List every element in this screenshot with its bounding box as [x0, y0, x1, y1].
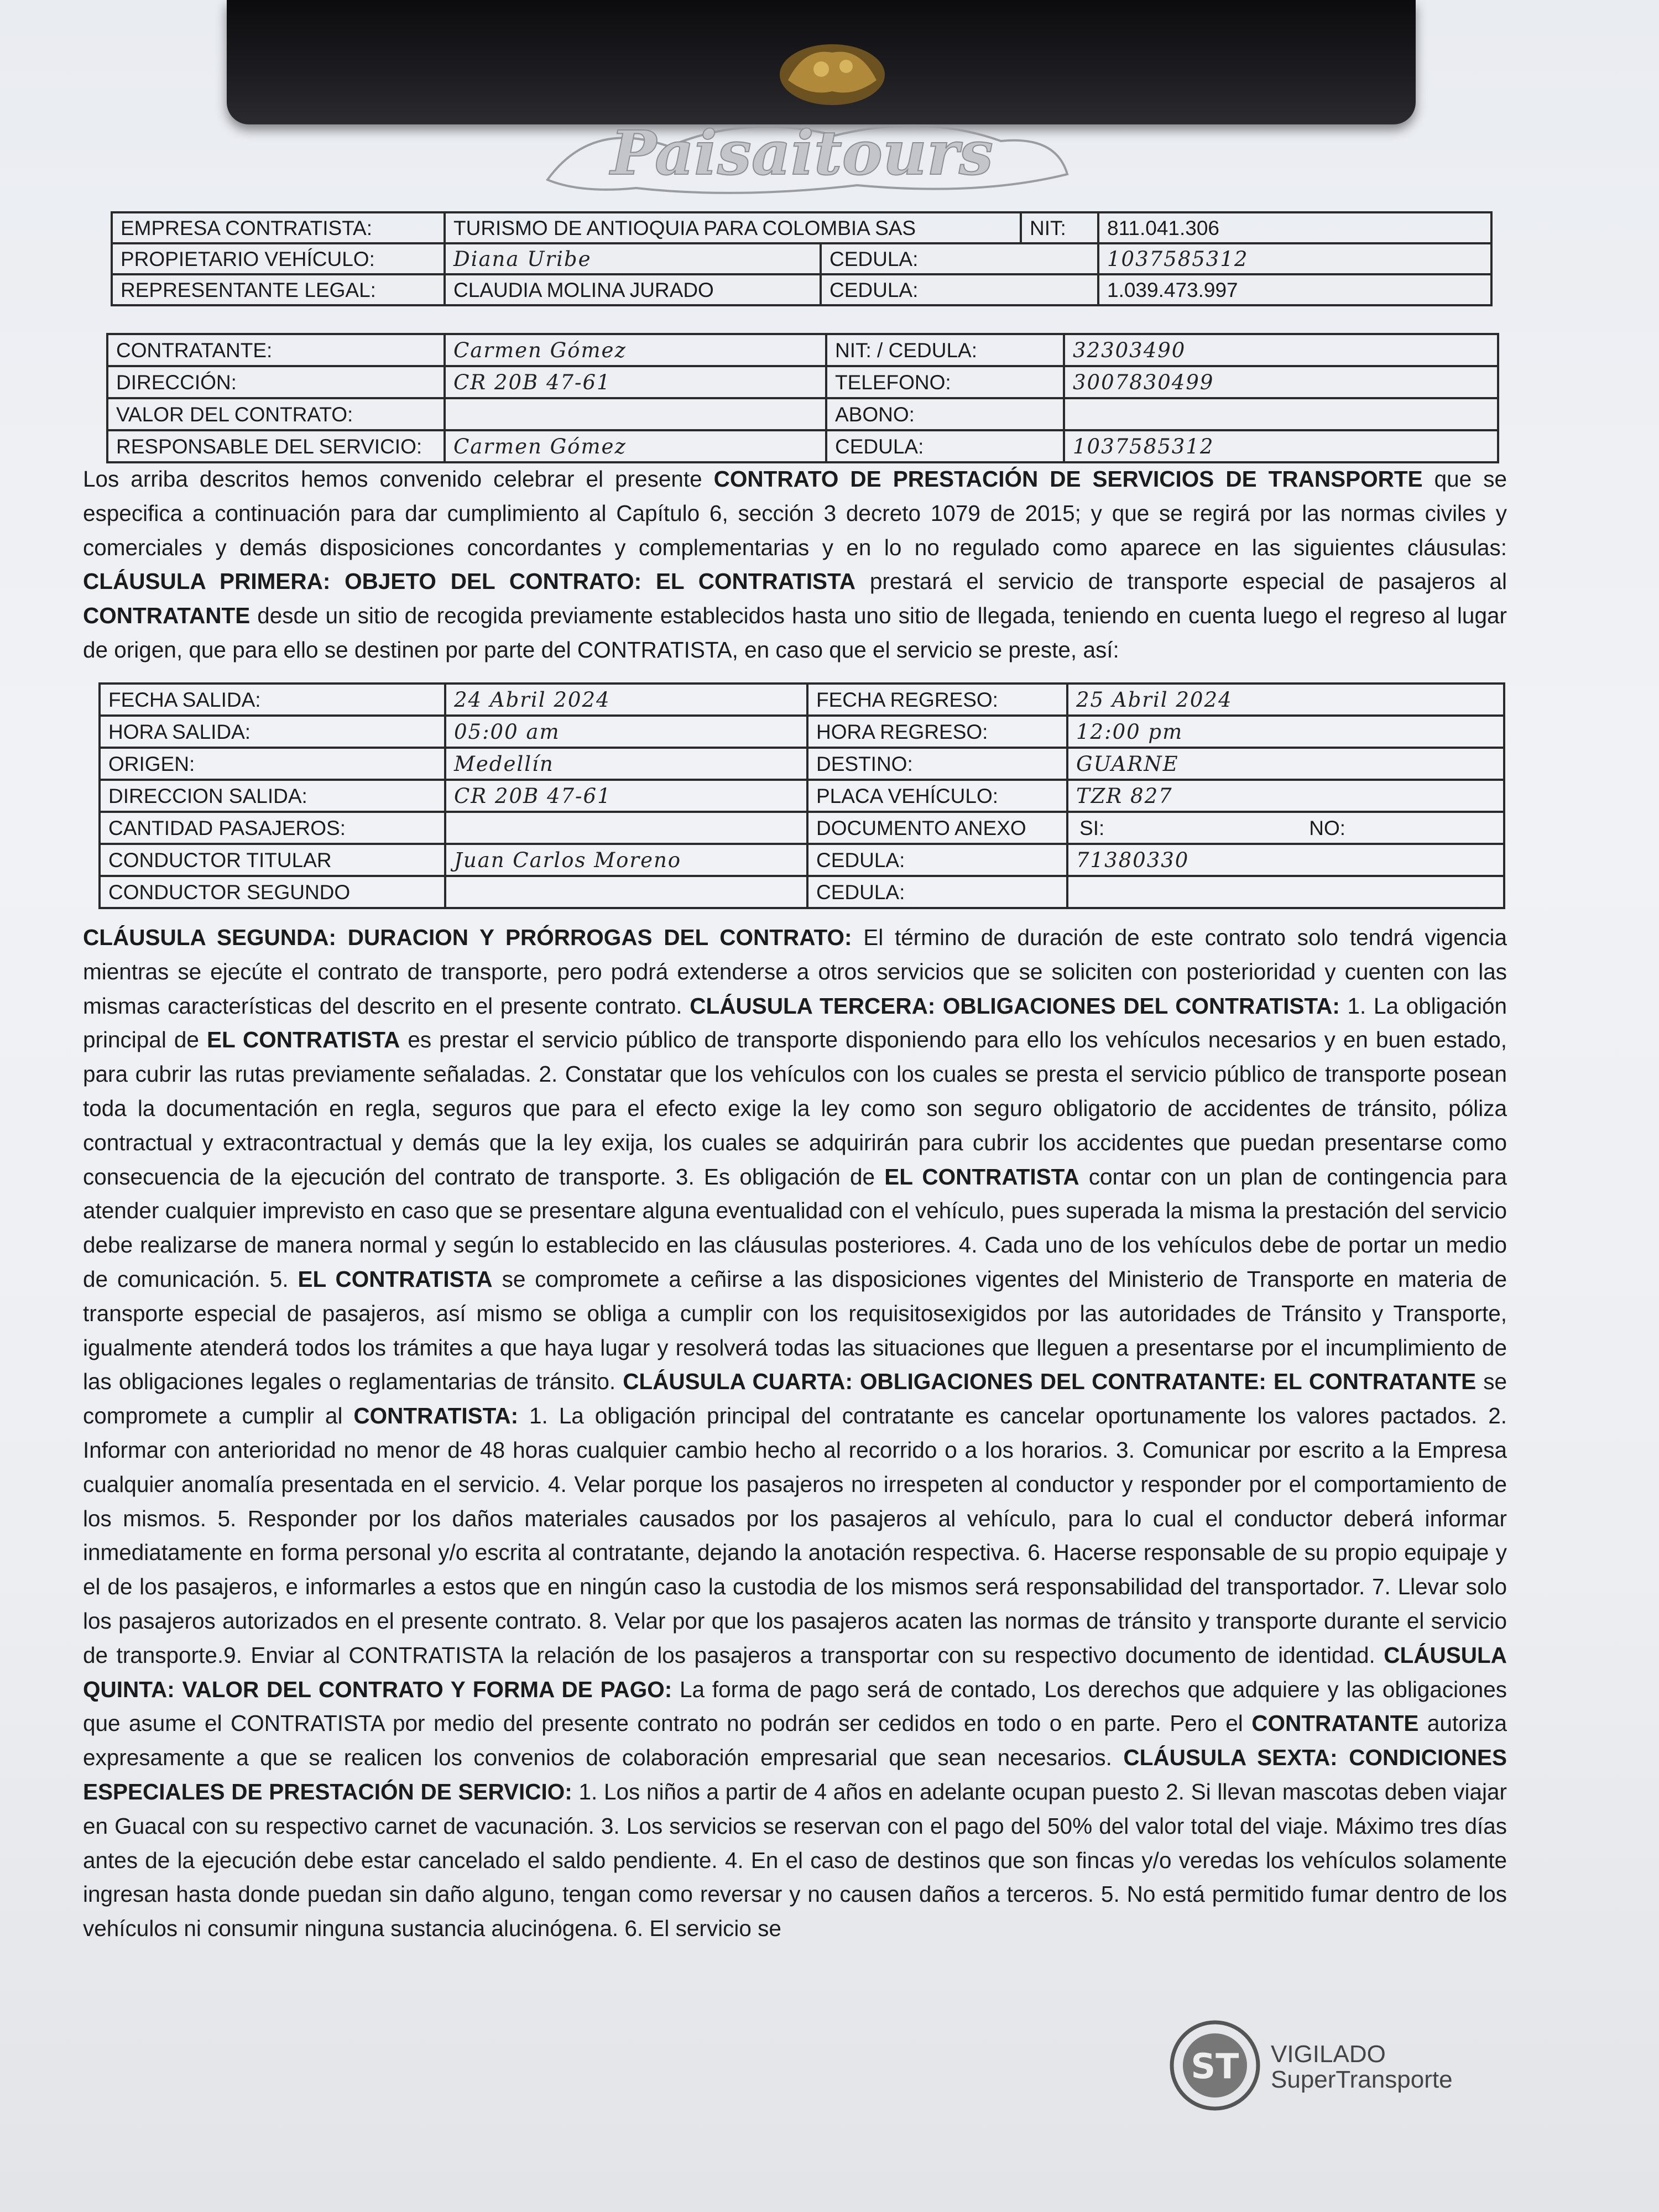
- nit-value: 811.041.306: [1098, 212, 1491, 243]
- client-id-label: NIT: / CEDULA:: [826, 334, 1064, 366]
- return-time-label: HORA REGRESO:: [807, 716, 1067, 748]
- vigilado-line2: SuperTransporte: [1271, 2066, 1453, 2093]
- gold-emblem-icon: [771, 30, 893, 113]
- table-row: [107, 398, 1498, 430]
- vigilado-label: [1271, 2042, 1453, 2093]
- service-responsible-value: Carmen Gómez: [445, 430, 826, 462]
- departure-address-value: CR 20B 47-61: [445, 780, 807, 812]
- origin-value: Medellín: [445, 748, 807, 780]
- table-row: [112, 274, 1491, 305]
- vehicle-plate-value: TZR 827: [1067, 780, 1504, 812]
- responsible-id-value: 1037585312: [1064, 430, 1498, 462]
- annex-no-option: NO:: [1309, 816, 1346, 839]
- legal-rep-label: REPRESENTANTE LEGAL:: [112, 274, 445, 305]
- origin-label: ORIGEN:: [100, 748, 445, 780]
- second-driver-id-label: CEDULA:: [807, 876, 1067, 908]
- table-row: [107, 366, 1498, 398]
- responsible-id-label: CEDULA:: [826, 430, 1064, 462]
- return-date-label: FECHA REGRESO:: [807, 684, 1067, 716]
- phone-label: TELEFONO:: [826, 366, 1064, 398]
- departure-time-label: HORA SALIDA:: [100, 716, 445, 748]
- service-responsible-label: RESPONSABLE DEL SERVICIO:: [107, 430, 445, 462]
- departure-time-value: 05:00 am: [445, 716, 807, 748]
- table-row: [107, 430, 1498, 462]
- phone-value: 3007830499: [1064, 366, 1498, 398]
- client-info-table: [106, 333, 1499, 463]
- address-label: DIRECCIÓN:: [107, 366, 445, 398]
- main-driver-label: CONDUCTOR TITULAR: [100, 844, 445, 876]
- second-driver-label: CONDUCTOR SEGUNDO: [100, 876, 445, 908]
- supertransporte-seal-icon: [1168, 2018, 1262, 2112]
- client-id-value: 32303490: [1064, 334, 1498, 366]
- annex-yes-option: SI:: [1079, 816, 1105, 839]
- table-row: [100, 812, 1504, 844]
- annex-document-label: DOCUMENTO ANEXO: [807, 812, 1067, 844]
- table-row: [100, 780, 1504, 812]
- contract-value-label: VALOR DEL CONTRATO:: [107, 398, 445, 430]
- legal-rep-id-value: 1.039.473.997: [1098, 274, 1491, 305]
- company-label: EMPRESA CONTRATISTA:: [112, 212, 445, 243]
- owner-value: Diana Uribe: [445, 243, 821, 274]
- owner-label: PROPIETARIO VEHÍCULO:: [112, 243, 445, 274]
- company-value: TURISMO DE ANTIOQUIA PARA COLOMBIA SAS: [445, 212, 1021, 243]
- passenger-count-label: CANTIDAD PASAJEROS:: [100, 812, 445, 844]
- clipboard-clip: [227, 0, 1416, 124]
- annex-document-options: [1067, 812, 1504, 844]
- departure-date-label: FECHA SALIDA:: [100, 684, 445, 716]
- client-label: CONTRATANTE:: [107, 334, 445, 366]
- destination-value: GUARNE: [1067, 748, 1504, 780]
- table-row: [112, 243, 1491, 274]
- second-driver-value: [445, 876, 807, 908]
- passenger-count-value: [445, 812, 807, 844]
- departure-address-label: DIRECCION SALIDA:: [100, 780, 445, 812]
- table-row: [100, 844, 1504, 876]
- main-driver-id-value: 71380330: [1067, 844, 1504, 876]
- table-row: [100, 876, 1504, 908]
- svg-text:ST: ST: [1191, 2046, 1239, 2086]
- destination-label: DESTINO:: [807, 748, 1067, 780]
- deposit-label: ABONO:: [826, 398, 1064, 430]
- nit-label: NIT:: [1021, 212, 1098, 243]
- table-row: [100, 716, 1504, 748]
- clauses-paragraph: CLÁUSULA SEGUNDA: DURACION Y PRÓRROGAS DEL CONTRATO: El término de duración de este contrato solo tendrá vigencia mientras se ejecúte el contrato de transporte, pero podrá extenderse a otros servicios que se soliciten con posterioridad y cuenten con las mismas características del descrito en el presente contrato. CLÁUSULA TERCERA: OBLIGACIONES DEL CONTRATISTA: 1. La obligación principal de EL CONTRATISTA es prestar el servicio público de transporte disponiendo para ello los vehículos necesarios y en buen estado, para cubrir las rutas previamente señaladas. 2. Constatar que los vehículos con los cuales se presta el servicio público de transporte posean toda la documentación en regla, seguros que para el efecto exige la ley como son seguro obligatorio de accidentes de tránsito, póliza contractual y extracontractual y demás que la ley exija, los cuales se adquirirán para cubrir los accidentes que puedan presentarse como consecuencia de la ejecución del contrato de transporte. 3. Es obligación de EL CONTRATISTA contar con un plan de contingencia para atender cualquier imprevisto en caso que se presentare alguna eventualidad con el vehículo, pues superada la misma la prestación del servicio debe realizarse de manera normal y según lo establecido en las cláusulas posteriores. 4. Cada uno de los vehículos debe de portar un medio de comunicación. 5. EL CONTRATISTA se compromete a ceñirse a las disposiciones vigentes del Ministerio de Transporte en materia de transporte especial de pasajeros, así mismo se obliga a cumplir con los requisitosexigidos por las autoridades de Tránsito y Transporte, igualmente atenderá todos los trámites a que haya lugar y resolverá todas las situaciones que lleguen a presentarse por el incumplimiento de las obligaciones legales o reglamentarias de tránsito. CLÁUSULA CUARTA: OBLIGACIONES DEL CONTRATANTE: EL CONTRATANTE se compromete a cumplir al CONTRATISTA: 1. La obligación principal del contratante es cancelar oportunamente los valores pactados. 2. Informar con anterioridad no menor de 48 horas cualquier cambio hecho al recorrido o a los horarios. 3. Comunicar por escrito a la Empresa cualquier anomalía presentada en el servicio. 4. Velar porque los pasajeros no irrespeten al conductor y responder por el comportamiento de los mismos. 5. Responder por los daños materiales causados por los pasajeros al vehículo, para lo cual el conductor deberá informar inmediatamente en forma personal y/o escrita al contratante, dejando la anotación respectiva. 6. Hacerse responsable de su propio equipaje y el de los pasajeros, e informarles a estos que en ningún caso la custodia de los mismos será responsabilidad del transportador. 7. Llevar solo los pasajeros autorizados en el presente contrato. 8. Velar por que los pasajeros acaten las normas de tránsito y transporte durante el servicio de transporte.9. Enviar al CONTRATISTA la relación de los pasajeros a transportar con su respectivo documento de identidad. CLÁUSULA QUINTA: VALOR DEL CONTRATO Y FORMA DE PAGO: La forma de pago será de contado, Los derechos que adquiere y las obligaciones que asume el CONTRATISTA por medio del presente contrato no podrán ser cedidos en todo o en parte. Pero el CONTRATANTE autoriza expresamente a que se realicen los convenios de colaboración empresarial que sean necesarios. CLÁUSULA SEXTA: CONDICIONES ESPECIALES DE PRESTACIÓN DE SERVICIO: 1. Los niños a partir de 4 años en adelante ocupan puesto 2. Si llevan mascotas deben viajar en Guacal con su respectivo carnet de vacunación. 3. Los servicios se reservan con el pago del 50% del valor total del viaje. Máximo tres días antes de la ejecución debe estar cancelado el saldo pendiente. 4. En el caso de destinos que son fincas y/o veredas los vehículos solamente ingresan hasta donde puedan sin daño alguno, tengan como reversar y no causen daños a terceros. 5. No está permitido fumar dentro de los vehículos ni consumir ninguna sustancia alucinógena. 6. El servicio se: [83, 925, 1507, 1942]
- return-time-value: 12:00 pm: [1067, 716, 1504, 748]
- deposit-value: [1064, 398, 1498, 430]
- legal-rep-id-label: CEDULA:: [821, 274, 1098, 305]
- table-row: [100, 748, 1504, 780]
- departure-date-value: 24 Abril 2024: [445, 684, 807, 716]
- contract-value: [445, 398, 826, 430]
- table-row: [107, 334, 1498, 366]
- vigilado-line1: VIGILADO: [1271, 2041, 1386, 2068]
- owner-id-value: 1037585312: [1098, 243, 1491, 274]
- owner-id-label: CEDULA:: [821, 243, 1098, 274]
- intro-paragraph: Los arriba descritos hemos convenido celebrar el presente CONTRATO DE PRESTACIÓN DE SERVICIOS DE TRANSPORTE que se especifica a continuación para dar cumplimiento al Capítulo 6, sección 3 decreto 1079 de 2015; y que se regirá por las normas civiles y comerciales y demás disposiciones concordantes y complementarias y en lo no regulado como aparece en las siguientes cláusulas: CLÁUSULA PRIMERA: OBJETO DEL CONTRATO: EL CONTRATISTA prestará el servicio de transporte especial de pasajeros al CONTRATANTE desde un sitio de recogida previamente establecidos hasta uno sitio de llegada, teniendo en cuenta luego el regreso al lugar de origen, que para ello se destinen por parte del CONTRATISTA, en caso que el servicio se preste, así:: [83, 466, 1507, 662]
- table-row: [100, 684, 1504, 716]
- trip-details-table: [98, 682, 1505, 909]
- second-driver-id-value: [1067, 876, 1504, 908]
- main-driver-value: Juan Carlos Moreno: [445, 844, 807, 876]
- main-driver-id-label: CEDULA:: [807, 844, 1067, 876]
- address-value: CR 20B 47-61: [445, 366, 826, 398]
- table-row: [112, 212, 1491, 243]
- return-date-value: 25 Abril 2024: [1067, 684, 1504, 716]
- client-value: Carmen Gómez: [445, 334, 826, 366]
- company-info-table: [111, 211, 1493, 306]
- legal-rep-value: CLAUDIA MOLINA JURADO: [445, 274, 821, 305]
- vehicle-plate-label: PLACA VEHÍCULO:: [807, 780, 1067, 812]
- company-logo-watermark: [525, 113, 1078, 202]
- svg-text:Paisaitours: Paisaitours: [611, 117, 993, 189]
